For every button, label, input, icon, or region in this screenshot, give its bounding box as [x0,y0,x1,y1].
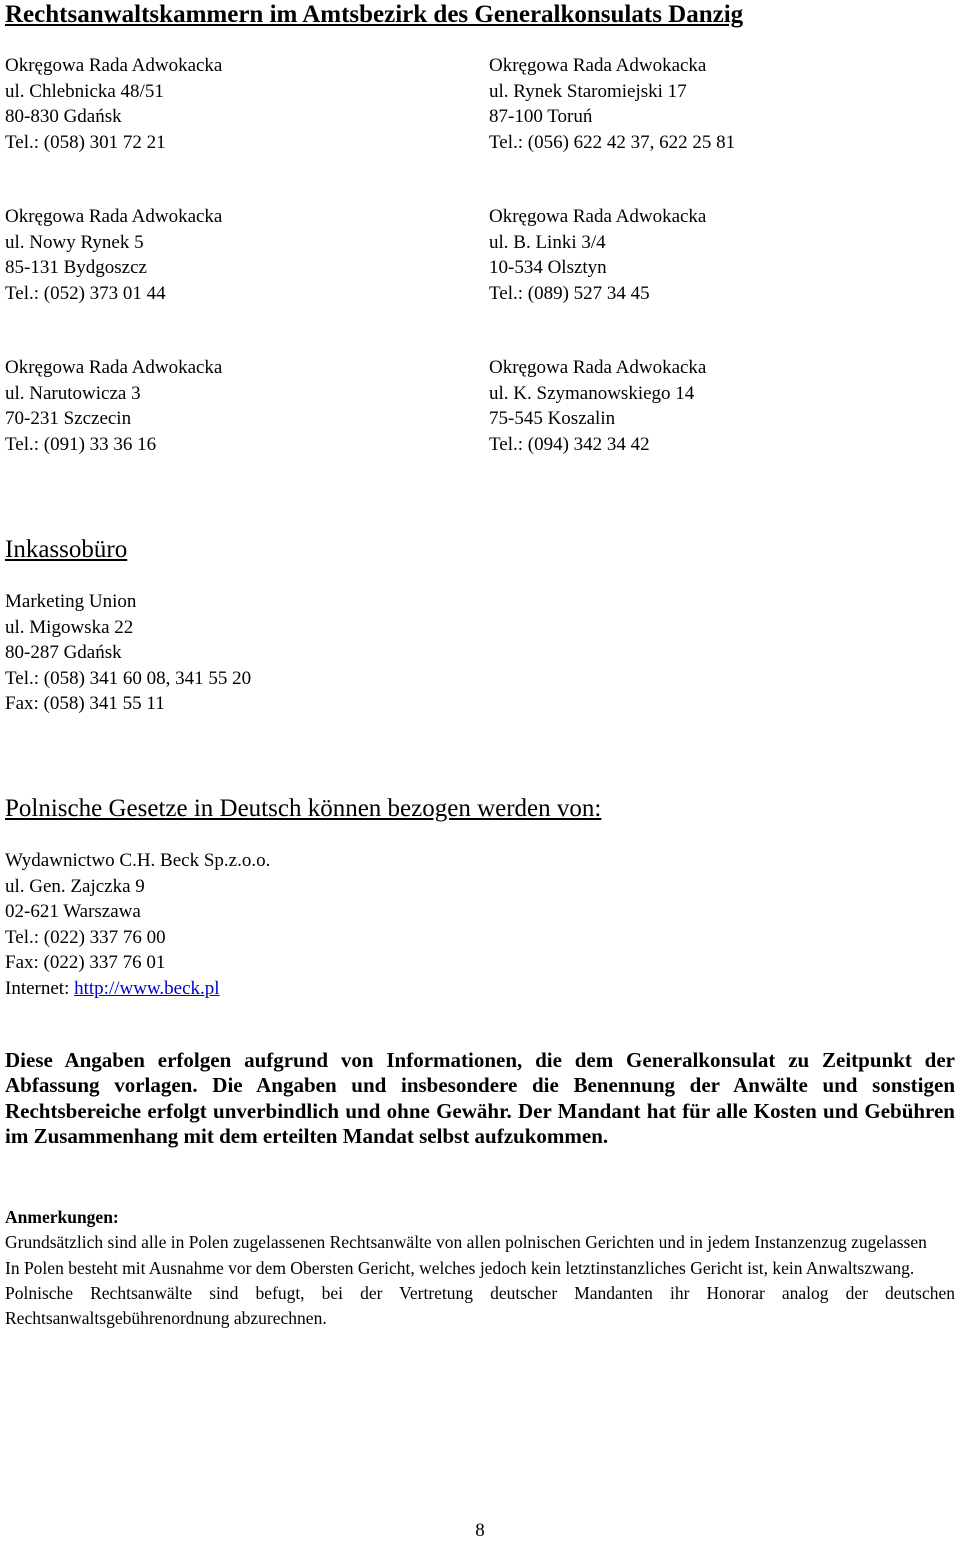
note-paragraph: Grundsätzlich sind alle in Polen zugelassenen Rechtsanwälte von allen polnischen Gerichten und in jedem Instanzenzug zugelassen [5,1232,927,1253]
note-paragraph: Polnische Rechtsanwälte sind befugt, bei der Vertretung deutscher Mandanten ihr Honorar analog der deutschen Rechtsanwaltsgebührenordnung abzurechnen. [5,1282,955,1329]
page-number: 8 [475,1520,485,1541]
inkasso-line: ul. Migowska 22 [5,616,134,638]
chamber-address-koszalin [489,355,706,457]
chamber-city: 87-100 Toruń [489,106,593,127]
chamber-name: Okręgowa Rada Adwokacka [5,206,223,227]
publisher-line: 02-621 Warszawa [5,901,141,922]
publisher-line: Wydawnictwo C.H. Beck Sp.z.o.o. [5,850,271,871]
notes-title: Anmerkungen: [5,1207,119,1227]
chamber-name: Okręgowa Rada Adwokacka [5,55,223,76]
publisher-website-link[interactable]: http://www.beck.pl [74,977,220,999]
chamber-address-olsztyn [489,204,706,306]
chamber-address-torun [489,53,735,155]
chamber-street: ul. Nowy Rynek 5 [5,231,144,253]
inkasso-line: 80-287 Gdańsk [5,642,122,663]
chamber-city: 80-830 Gdańsk [5,106,122,127]
publisher-line: Fax: (022) 337 76 01 [5,952,166,973]
chamber-phone: Tel.: (052) 373 01 44 [5,282,166,304]
page-title: Rechtsanwaltskammern im Amtsbezirk des Generalkonsulats Danzig [5,1,744,28]
note-paragraph: In Polen besteht mit Ausnahme vor dem Obersten Gericht, welches jedoch kein letztinstanzliches Gericht ist, kein Anwaltszwang. [5,1257,915,1278]
inkasso-line: Fax: (058) 341 55 11 [5,693,165,714]
internet-label: Internet: [5,977,75,999]
chamber-phone: Tel.: (089) 527 34 45 [489,282,650,304]
chamber-city: 10-534 Olsztyn [489,257,607,278]
chamber-city: 85-131 Bydgoszcz [5,257,147,278]
chamber-address-bydgoszcz [5,204,222,306]
notes-section [5,1205,955,1331]
chamber-street: ul. Rynek Staromiejski 17 [489,80,687,102]
chamber-phone: Tel.: (091) 33 36 16 [5,433,157,455]
chamber-name: Okręgowa Rada Adwokacka [489,55,707,76]
publisher-internet-line [5,976,270,1002]
chamber-city: 75-545 Koszalin [489,408,616,429]
chamber-name: Okręgowa Rada Adwokacka [5,357,223,378]
chamber-street: ul. Narutowicza 3 [5,382,141,404]
chamber-phone: Tel.: (094) 342 34 42 [489,433,650,455]
chamber-street: ul. B. Linki 3/4 [489,231,606,253]
publisher-address [5,848,270,1001]
chamber-name: Okręgowa Rada Adwokacka [489,357,707,378]
section-heading-inkasso: Inkassobüro [5,536,128,563]
chamber-street: ul. Chlebnicka 48/51 [5,80,164,102]
chamber-street: ul. K. Szymanowskiego 14 [489,382,695,404]
publisher-line: Tel.: (022) 337 76 00 [5,926,166,948]
inkasso-line: Marketing Union [5,591,137,612]
disclaimer-paragraph: Diese Angaben erfolgen aufgrund von Informationen, die dem Generalkonsulat zu Zeitpunkt der Abfassung vorlagen. Die Angaben und insbesondere die Benennung der Anwälte und sonstigen Rechtsbereiche erfolgt unverbindlich und ohne Gewähr. Der Mandant hat für alle Kosten und Gebühren im Zusammenhang mit dem erteilten Mandat selbst aufzukommen. [5,1048,955,1148]
chamber-phone: Tel.: (058) 301 72 21 [5,131,166,153]
inkasso-line: Tel.: (058) 341 60 08, 341 55 20 [5,667,252,689]
chamber-name: Okręgowa Rada Adwokacka [489,206,707,227]
publisher-line: ul. Gen. Zajczka 9 [5,875,145,897]
chamber-phone: Tel.: (056) 622 42 37, 622 25 81 [489,131,736,153]
chamber-address-gdansk [5,53,222,155]
section-heading-laws: Polnische Gesetze in Deutsch können bezogen werden von: [5,795,602,822]
chamber-city: 70-231 Szczecin [5,408,132,429]
chamber-address-szczecin [5,355,222,457]
inkasso-address [5,589,251,717]
